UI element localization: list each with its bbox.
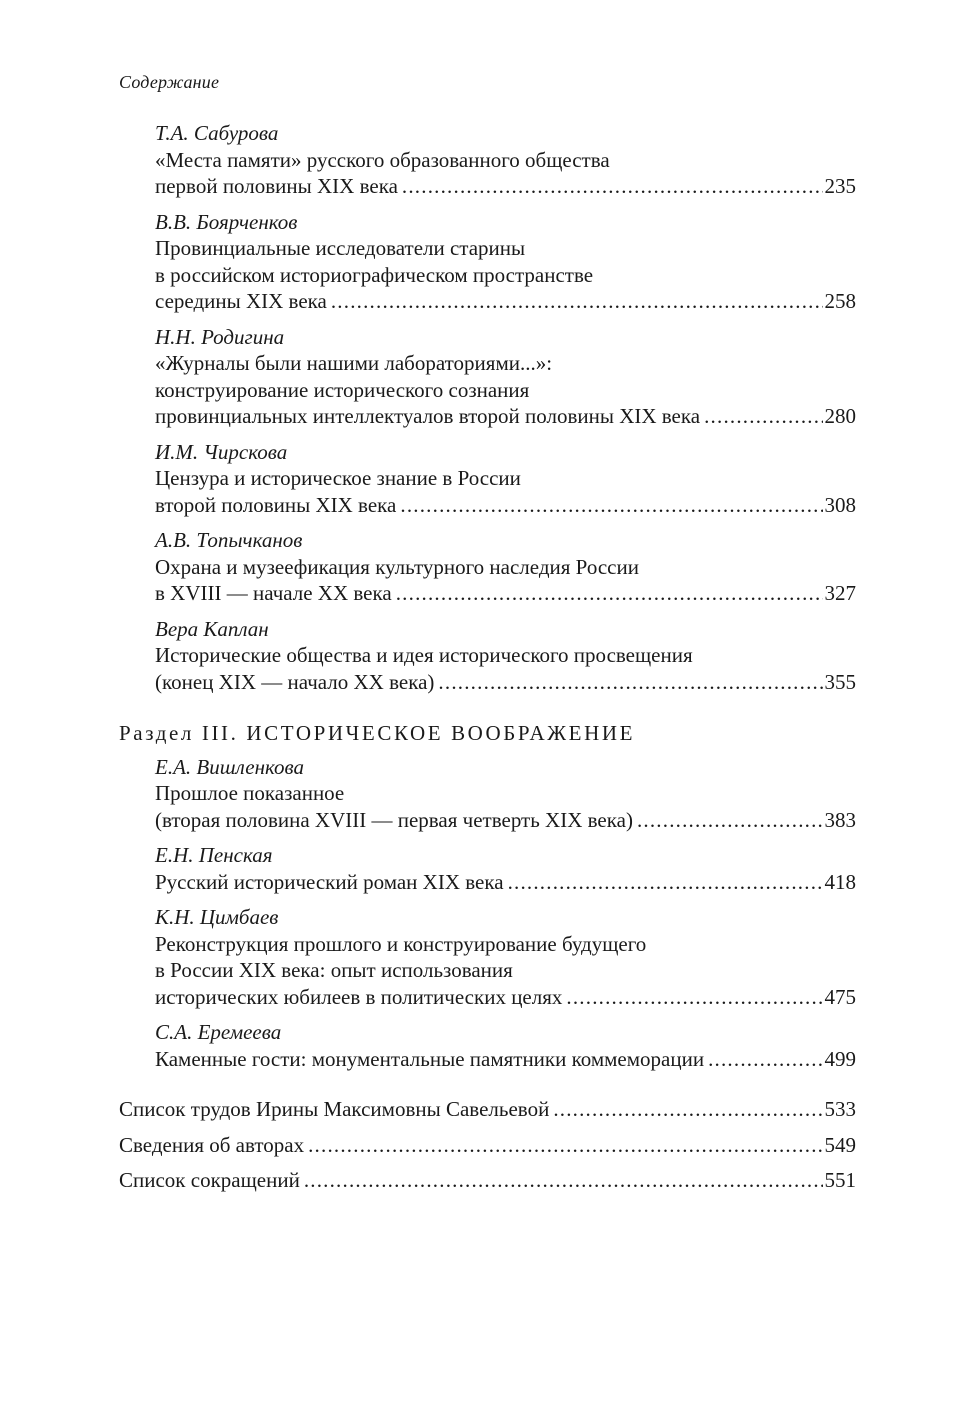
entry-title-line: (конец XIX — начало XX века) xyxy=(155,669,435,694)
dot-leader xyxy=(704,403,822,430)
toc-entry-eremeeva[interactable] xyxy=(155,1019,856,1072)
entry-title-line: в России XIX века: опыт использования xyxy=(155,958,513,982)
entry-title-line: Провинциальные исследователи старины xyxy=(155,236,526,260)
entry-title-line: Каменные гости: монументальные памятники коммеморации xyxy=(155,1046,705,1071)
entry-title-line: конструирование исторического сознания xyxy=(155,377,530,402)
entry-title-final-line xyxy=(155,173,856,200)
toc-entry-vishlenkova[interactable] xyxy=(155,754,856,834)
entry-title-final-line xyxy=(155,492,856,519)
entry-title-line: Реконструкция прошлого и конструирование будущего xyxy=(155,931,647,956)
entry-author: С.А. Еремеева xyxy=(155,1020,282,1044)
entry-title-line: Русский исторический роман XIX века xyxy=(155,869,504,894)
dot-leader xyxy=(400,492,822,519)
entry-title-line: первой половины XIX века xyxy=(155,174,398,198)
page-number: 418 xyxy=(824,869,856,894)
entry-author: А.В. Топычканов xyxy=(155,528,303,552)
dot-leader xyxy=(508,869,823,896)
entry-title-line: середины XIX века xyxy=(155,289,327,313)
toc-entry-penskaya[interactable] xyxy=(155,842,856,895)
toc-entry-chirskova[interactable] xyxy=(155,439,856,519)
entry-title-final-line xyxy=(155,288,856,315)
table-of-contents xyxy=(119,120,856,1203)
page-number: 383 xyxy=(824,807,856,832)
entry-title-line: Исторические общества и идея исторического просвещения xyxy=(155,643,693,667)
page-number: 551 xyxy=(824,1168,856,1192)
entry-title-final-line xyxy=(155,403,856,430)
dot-leader xyxy=(396,580,823,607)
entry-author: И.М. Чирскова xyxy=(155,439,288,464)
entry-title-final-line xyxy=(155,1046,856,1073)
entry-title-line: «Журналы были нашими лабораториями...»: xyxy=(155,351,553,375)
dot-leader xyxy=(708,1046,822,1073)
toc-entry-topychkanov[interactable] xyxy=(155,527,856,607)
running-head: Содержание xyxy=(119,72,220,92)
page-number: 549 xyxy=(824,1132,856,1157)
page-number: 258 xyxy=(824,289,856,313)
entry-title-line: Цензура и историческое знание в России xyxy=(155,466,521,490)
toc-entry-saburova[interactable] xyxy=(155,120,856,200)
dot-leader xyxy=(438,669,822,696)
page-number: 235 xyxy=(824,174,856,198)
entry-author: К.Н. Цимбаев xyxy=(155,905,279,929)
entry-title-final-line xyxy=(155,807,856,834)
toc-entry-works-list[interactable] xyxy=(119,1096,856,1123)
dot-leader xyxy=(402,173,823,200)
entry-title-final-line xyxy=(155,669,856,696)
toc-entry-kaplan[interactable] xyxy=(155,616,856,696)
toc-entry-authors-info[interactable] xyxy=(119,1132,856,1159)
page-number: 327 xyxy=(824,581,856,605)
page-number: 475 xyxy=(824,984,856,1009)
dot-leader xyxy=(566,984,822,1011)
page-number: 308 xyxy=(824,492,856,517)
entry-title: Сведения об авторах xyxy=(119,1132,305,1157)
entry-title: Список сокращений xyxy=(119,1168,300,1192)
entry-title-line: Прошлое показанное xyxy=(155,781,345,805)
entry-author: Вера Каплан xyxy=(155,616,269,641)
entry-author: В.В. Боярченков xyxy=(155,209,298,234)
page-number: 533 xyxy=(824,1097,856,1121)
page-number: 280 xyxy=(824,404,856,428)
entry-author: Е.Н. Пенская xyxy=(155,843,273,867)
entry-title-line: исторических юбилеев в политических целях xyxy=(155,984,563,1009)
entry-title-line: «Места памяти» русского образованного общества xyxy=(155,147,610,172)
entry-title-line: Охрана и музеефикация культурного наследия России xyxy=(155,554,639,579)
dot-leader xyxy=(553,1096,822,1123)
page-number: 499 xyxy=(824,1046,856,1071)
toc-entry-rodigina[interactable] xyxy=(155,324,856,430)
dot-leader xyxy=(304,1167,823,1194)
dot-leader xyxy=(637,807,823,834)
page-number: 355 xyxy=(824,669,856,694)
entry-title-final-line xyxy=(155,580,856,607)
entry-title-final-line xyxy=(155,869,856,896)
dot-leader xyxy=(331,288,823,315)
toc-entry-boyarchenkov[interactable] xyxy=(155,209,856,315)
toc-entry-abbreviations[interactable] xyxy=(119,1167,856,1194)
entry-title-final-line xyxy=(155,984,856,1011)
back-matter xyxy=(119,1096,856,1194)
entry-title-line: провинциальных интеллектуалов второй половины XIX века xyxy=(155,404,701,428)
entry-author: Т.А. Сабурова xyxy=(155,121,279,145)
entry-author: Е.А. Вишленкова xyxy=(155,754,304,779)
entry-title-line: в XVIII — начале XX века xyxy=(155,581,392,605)
entry-title-line: в российском историографическом пространстве xyxy=(155,262,594,287)
section-heading: Раздел III. ИСТОРИЧЕСКОЕ ВООБРАЖЕНИЕ xyxy=(119,721,636,745)
entry-title-line: (вторая половина XVIII — первая четверть XIX века) xyxy=(155,807,633,832)
dot-leader xyxy=(308,1132,822,1159)
toc-entry-tsimbaev[interactable] xyxy=(155,904,856,1010)
entry-title: Список трудов Ирины Максимовны Савельевой xyxy=(119,1097,550,1121)
entry-title-line: второй половины XIX века xyxy=(155,492,397,517)
entry-author: Н.Н. Родигина xyxy=(155,324,285,349)
